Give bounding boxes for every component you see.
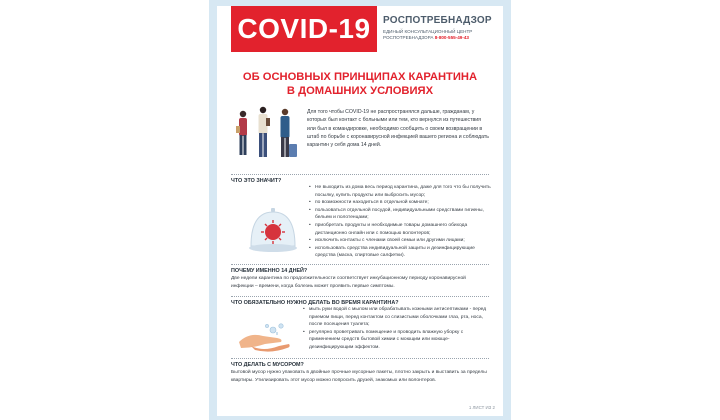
divider bbox=[231, 296, 489, 297]
list-item: • по возможности находиться в отдельной комнате; bbox=[309, 199, 493, 207]
list-item: • Не выходить из дома весь период карантина, даже для того что бы получить посылку, купить продукты или выбросить мусор; bbox=[309, 184, 493, 199]
intro-paragraph: Для того чтобы COVID-19 не распространялся дальше, гражданам, у которых был контакт с больными или тем, кто вернулся из путешествия или был в командировке, необходимо сообщить о своем возвращении в штаб по борьбе с коронавирусной инфекцией вашего региона и соблюдать карантин у себя дома 14 дней. bbox=[307, 109, 490, 149]
list-item: • приобретать продукты и необходимые товары домашнего обихода дистанционно онлайн или с помощью волонтеров; bbox=[309, 222, 493, 237]
person-left bbox=[236, 111, 247, 155]
title-line-2: В ДОМАШНИХ УСЛОВИЯХ bbox=[286, 85, 434, 97]
what-it-means-list bbox=[309, 184, 493, 260]
title-line-1: ОБ ОСНОВНЫХ ПРИНЦИПАХ КАРАНТИНА bbox=[242, 71, 478, 83]
org-name: РОСПОТРЕБНАДЗОР bbox=[383, 15, 492, 26]
trash-text: Бытовой мусор нужно упаковать в двойные прочные мусорные пакеты, плотно закрыть и выставить за пределы квартиры. Утилизировать этот мусор можно попросить друзей, знакомых или волонтеров. bbox=[231, 370, 487, 383]
why-14-days-text: Две недели карантина по продолжительности соответствует инкубационному периоду коронавирусной инфекции – времени, когда болезнь может проявить первые симптомы. bbox=[231, 276, 466, 289]
heading-must-do: ЧТО ОБЯЗАТЕЛЬНО НУЖНО ДЕЛАТЬ ВО ВРЕМЯ КАРАНТИНА? bbox=[231, 300, 399, 306]
page-counter: 1 ЛИСТ ИЗ 2 bbox=[468, 405, 495, 410]
poster-sheet bbox=[217, 6, 503, 416]
heading-what-it-means: ЧТО ЭТО ЗНАЧИТ? bbox=[231, 178, 282, 184]
must-do-list bbox=[303, 306, 491, 352]
org-line-2 bbox=[383, 35, 495, 41]
list-item: • регулярно проветривать помещение и проводить влажную уборку с применением средств бытовой химии с моющим или моюще-дезинфицирующим эффектом. bbox=[303, 329, 491, 352]
list-item: • использовать средства индивидуальной защиты и дезинфицирующие средства (маска, спиртовые салфетки). bbox=[309, 245, 493, 260]
heading-why-14-days: ПОЧЕМУ ИМЕННО 14 ДНЕЙ? bbox=[231, 268, 308, 274]
covid-badge: COVID-19 bbox=[231, 6, 377, 52]
divider bbox=[231, 174, 489, 175]
list-item: • исключить контакты с членами своей семьи или другими лицами; bbox=[309, 237, 493, 245]
divider bbox=[231, 358, 489, 359]
person-right bbox=[281, 109, 298, 157]
divider bbox=[231, 264, 489, 265]
people-illustration bbox=[233, 104, 301, 164]
list-item: • пользоваться отдельной посудой, индивидуальными средствами гигиены, бельем и полотенцами; bbox=[309, 207, 493, 222]
person-middle bbox=[259, 107, 271, 157]
poster-frame bbox=[209, 0, 511, 420]
poster-title bbox=[227, 70, 493, 98]
org-line-1: ЕДИНЫЙ КОНСУЛЬТАЦИОННЫЙ ЦЕНТР bbox=[383, 29, 473, 34]
hotline-phone: 8-800-555-49-43 bbox=[434, 35, 469, 40]
hand-washing-icon bbox=[237, 320, 293, 352]
list-item: • мыть руки водой с мылом или обрабатывать кожными антисептиками - перед приемом пищи, перед контактом со слизистыми оболочками глаз, рта, носа, после посещения туалета; bbox=[303, 306, 491, 329]
org-line-2-prefix: РОСПОТРЕБНАДЗОРА bbox=[383, 35, 434, 40]
poster-header bbox=[231, 6, 493, 52]
heading-trash: ЧТО ДЕЛАТЬ С МУСОРОМ? bbox=[231, 362, 304, 368]
org-block bbox=[383, 15, 495, 41]
virus-dome-icon bbox=[245, 206, 301, 256]
